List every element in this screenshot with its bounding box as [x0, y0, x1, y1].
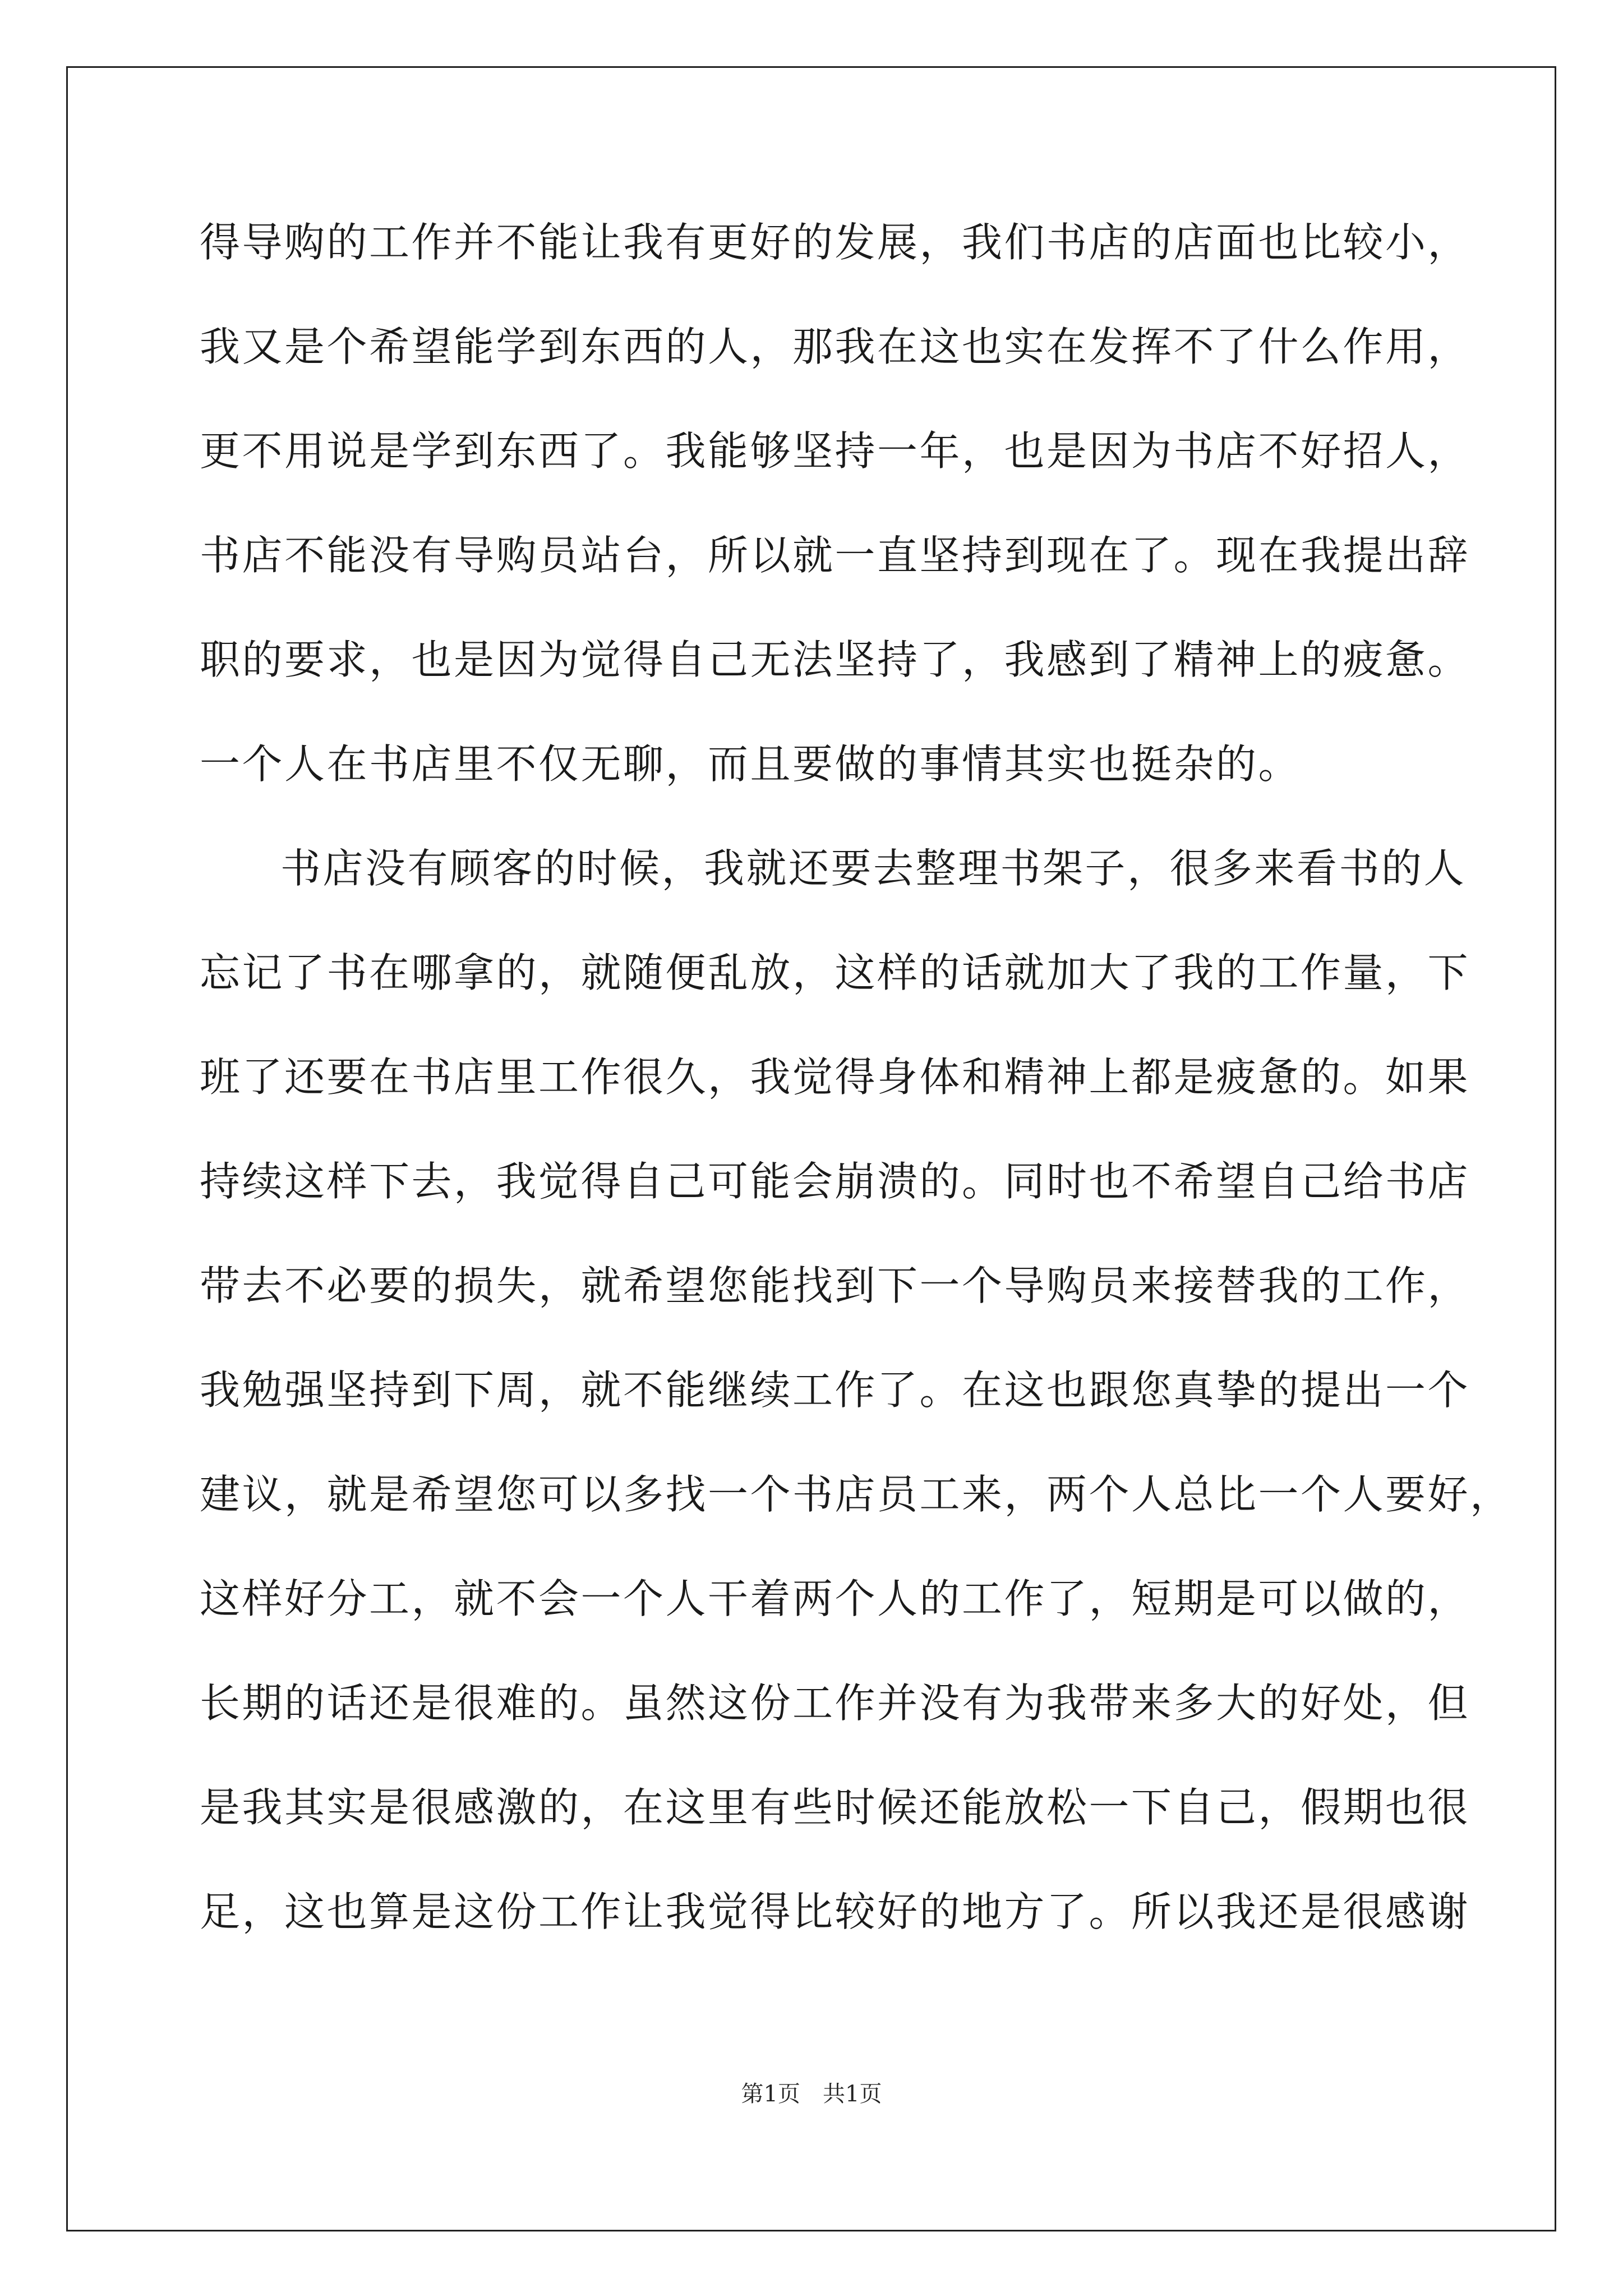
text-line: 这样好分工，就不会一个人干着两个人的工作了，短期是可以做的， — [200, 1575, 1470, 1622]
text-line: 足，这也算是这份工作让我觉得比较好的地方了。所以我还是很感谢 — [200, 1888, 1470, 1935]
text-line: 一个人在书店里不仅无聊，而且要做的事情其实也挺杂的。 — [200, 740, 1301, 788]
text-line: 书店没有顾客的时候，我就还要去整理书架子，很多来看书的人 — [280, 845, 1467, 892]
page-footer — [0, 2078, 1623, 2110]
text-line: 职的要求，也是因为觉得自己无法坚持了，我感到了精神上的疲惫。 — [200, 636, 1470, 683]
page-total: 共1页 — [823, 2081, 882, 2107]
text-line: 得导购的工作并不能让我有更好的发展，我们书店的店面也比较小， — [200, 219, 1470, 266]
page-number: 第1页 — [741, 2081, 800, 2107]
text-line: 建议，就是希望您可以多找一个书店员工来，两个人总比一个人要好， — [200, 1471, 1513, 1518]
text-line: 忘记了书在哪拿的，就随便乱放，这样的话就加大了我的工作量，下 — [200, 949, 1470, 996]
text-line: 我又是个希望能学到东西的人，那我在这也实在发挥不了什么作用， — [200, 323, 1470, 370]
text-line: 是我其实是很感激的，在这里有些时候还能放松一下自己，假期也很 — [200, 1784, 1470, 1831]
text-line: 更不用说是学到东西了。我能够坚持一年，也是因为书店不好招人， — [200, 427, 1470, 475]
text-line: 班了还要在书店里工作很久，我觉得身体和精神上都是疲惫的。如果 — [200, 1053, 1470, 1101]
text-line: 带去不必要的损失，就希望您能找到下一个导购员来接替我的工作， — [200, 1262, 1470, 1309]
text-line: 持续这样下去，我觉得自己可能会崩溃的。同时也不希望自己给书店 — [200, 1158, 1470, 1205]
text-line: 书店不能没有导购员站台，所以就一直坚持到现在了。现在我提出辞 — [200, 532, 1470, 579]
text-line: 长期的话还是很难的。虽然这份工作并没有为我带来多大的好处，但 — [200, 1680, 1470, 1727]
text-line: 我勉强坚持到下周，就不能继续工作了。在这也跟您真挚的提出一个 — [200, 1366, 1470, 1414]
